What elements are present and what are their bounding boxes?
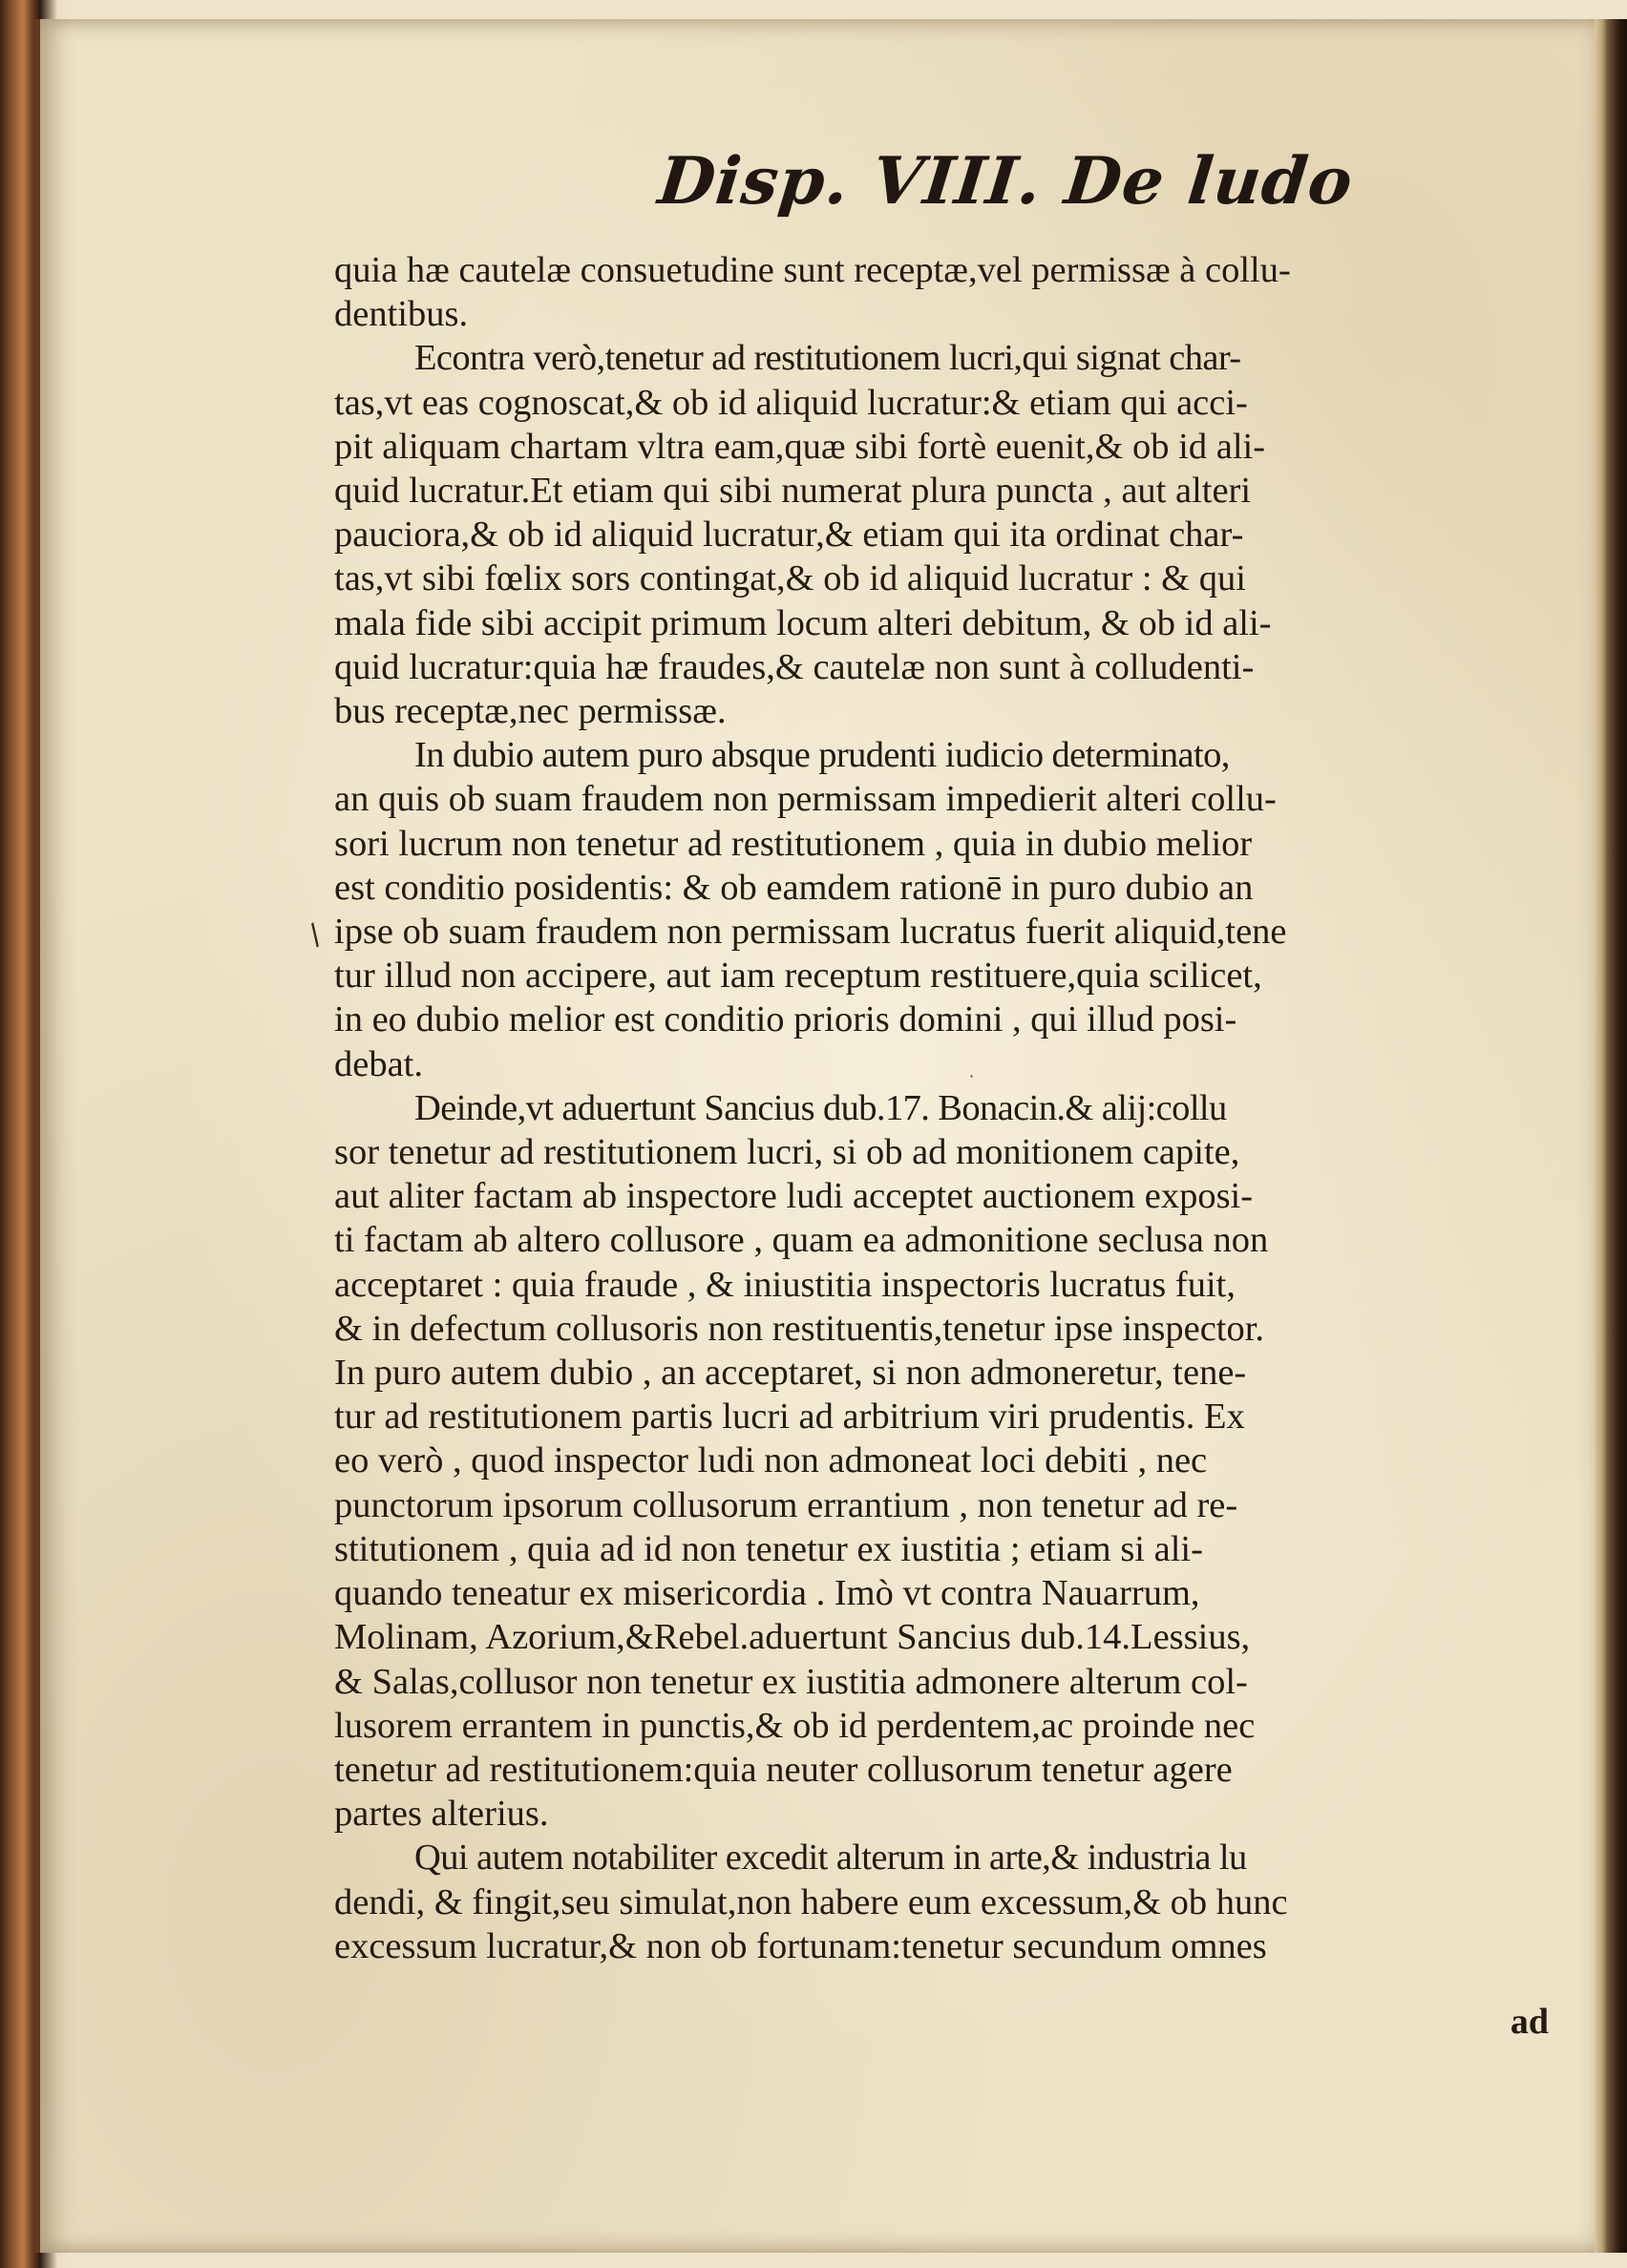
paragraph	[334, 733, 1552, 1086]
text-line: tas,vt sibi fœlix sors contingat,& ob id aliquid lucratur : & qui	[334, 558, 1246, 599]
text-line: mala fide sibi accipit primum locum alteri debitum, & ob id ali-	[334, 602, 1272, 643]
text-line: ipse ob suam fraudem non permissam lucratus fuerit aliquid,tene	[334, 912, 1287, 953]
text-line: lusorem errantem in punctis,& ob id perdentem,ac proinde nec	[334, 1705, 1256, 1746]
running-head: Disp. VIII. De ludo	[654, 143, 1357, 220]
text-line: sori lucrum non tenetur ad restitutionem , quia in dubio melior	[334, 823, 1253, 864]
body-text	[334, 248, 1552, 1968]
text-line: & in defectum collusoris non restituentis,tenetur ipse inspector.	[334, 1308, 1265, 1349]
text-line: acceptaret : quia fraude , & iniustitia inspectoris lucratus fuit,	[334, 1264, 1236, 1305]
paragraph	[334, 248, 1552, 336]
text-line: Econtra verò,tenetur ad restitutionem lucri,qui signat char-	[414, 338, 1241, 379]
text-line: Deinde,vt aduertunt Sancius dub.17. Bonacin.& alij:collu	[414, 1087, 1227, 1128]
text-line: sor tenetur ad restitutionem lucri, si ob ad monitionem capite,	[334, 1132, 1240, 1173]
text-line: tur illud non accipere, aut iam receptum restituere,quia scilicet,	[334, 956, 1262, 997]
text-line: In dubio autem puro absque prudenti iudicio determinato,	[414, 735, 1230, 776]
text-line: excessum lucratur,& non ob fortunam:tenetur secundum omnes	[334, 1925, 1267, 1966]
paragraph	[334, 1836, 1552, 1968]
text-line: tas,vt eas cognoscat,& ob id aliquid lucratur:& etiam qui acci-	[334, 382, 1248, 423]
paragraph	[334, 336, 1552, 733]
text-line: dendi, & fingit,seu simulat,non habere eum excessum,& ob hunc	[334, 1881, 1288, 1922]
text-line: partes alterius.	[334, 1794, 549, 1835]
text-line: tur ad restitutionem partis lucri ad arbitrium viri prudentis. Ex	[334, 1396, 1245, 1438]
speck-mark: ·	[969, 1067, 975, 1085]
text-line: debat.	[334, 1043, 423, 1084]
text-line: tenetur ad restitutionem:quia neuter collusorum tenetur agere	[334, 1749, 1233, 1790]
text-line: eo verò , quod inspector ludi non admoneat loci debiti , nec	[334, 1440, 1208, 1481]
text-line: pit aliquam chartam vltra eam,quæ sibi fortè euenit,& ob id ali-	[334, 426, 1266, 467]
text-line: Qui autem notabiliter excedit alterum in arte,& industria lu	[414, 1838, 1247, 1879]
margin-mark: /	[302, 917, 328, 953]
text-line: & Salas,collusor non tenetur ex iustitia admonere alterum col-	[334, 1661, 1248, 1702]
text-line: quid lucratur.Et etiam qui sibi numerat plura puncta , aut alteri	[334, 471, 1252, 512]
text-line: est conditio posidentis: & ob eamdem rationē in puro dubio an	[334, 867, 1254, 908]
text-line: dentibus.	[334, 294, 469, 335]
text-line: ti factam ab altero collusore , quam ea admonitione seclusa non	[334, 1220, 1269, 1261]
text-line: In puro autem dubio , an acceptaret, si non admoneretur, tene-	[334, 1353, 1247, 1394]
text-line: in eo dubio melior est conditio prioris domini , qui illud posi-	[334, 999, 1237, 1040]
text-line: Molinam, Azorium,&Rebel.aduertunt Sancius dub.14.Lessius,	[334, 1617, 1251, 1658]
text-line: aut aliter factam ab inspectore ludi acceptet auctionem exposi-	[334, 1176, 1254, 1217]
catchword: ad	[1510, 2002, 1549, 2042]
text-line: an quis ob suam fraudem non permissam impedierit alteri collu-	[334, 779, 1277, 820]
text-line: quando teneatur ex misericordia . Imò vt contra Nauarrum,	[334, 1573, 1200, 1614]
text-line: quia hæ cautelæ consuetudine sunt receptæ,vel permissæ à collu-	[334, 250, 1291, 290]
text-line: pauciora,& ob id aliquid lucratur,& etiam qui ita ordinat char-	[334, 514, 1244, 556]
text-line: bus receptæ,nec permissæ.	[334, 691, 727, 732]
text-line: quid lucratur:quia hæ fraudes,& cautelæ non sunt à colludenti-	[334, 646, 1255, 687]
page-edge	[1595, 19, 1627, 2253]
text-line: stitutionem , quia ad id non tenetur ex iustitia ; etiam si ali-	[334, 1528, 1203, 1569]
text-line: punctorum ipsorum collusorum errantium , non tenetur ad re-	[334, 1484, 1238, 1525]
paragraph	[334, 1086, 1552, 1836]
